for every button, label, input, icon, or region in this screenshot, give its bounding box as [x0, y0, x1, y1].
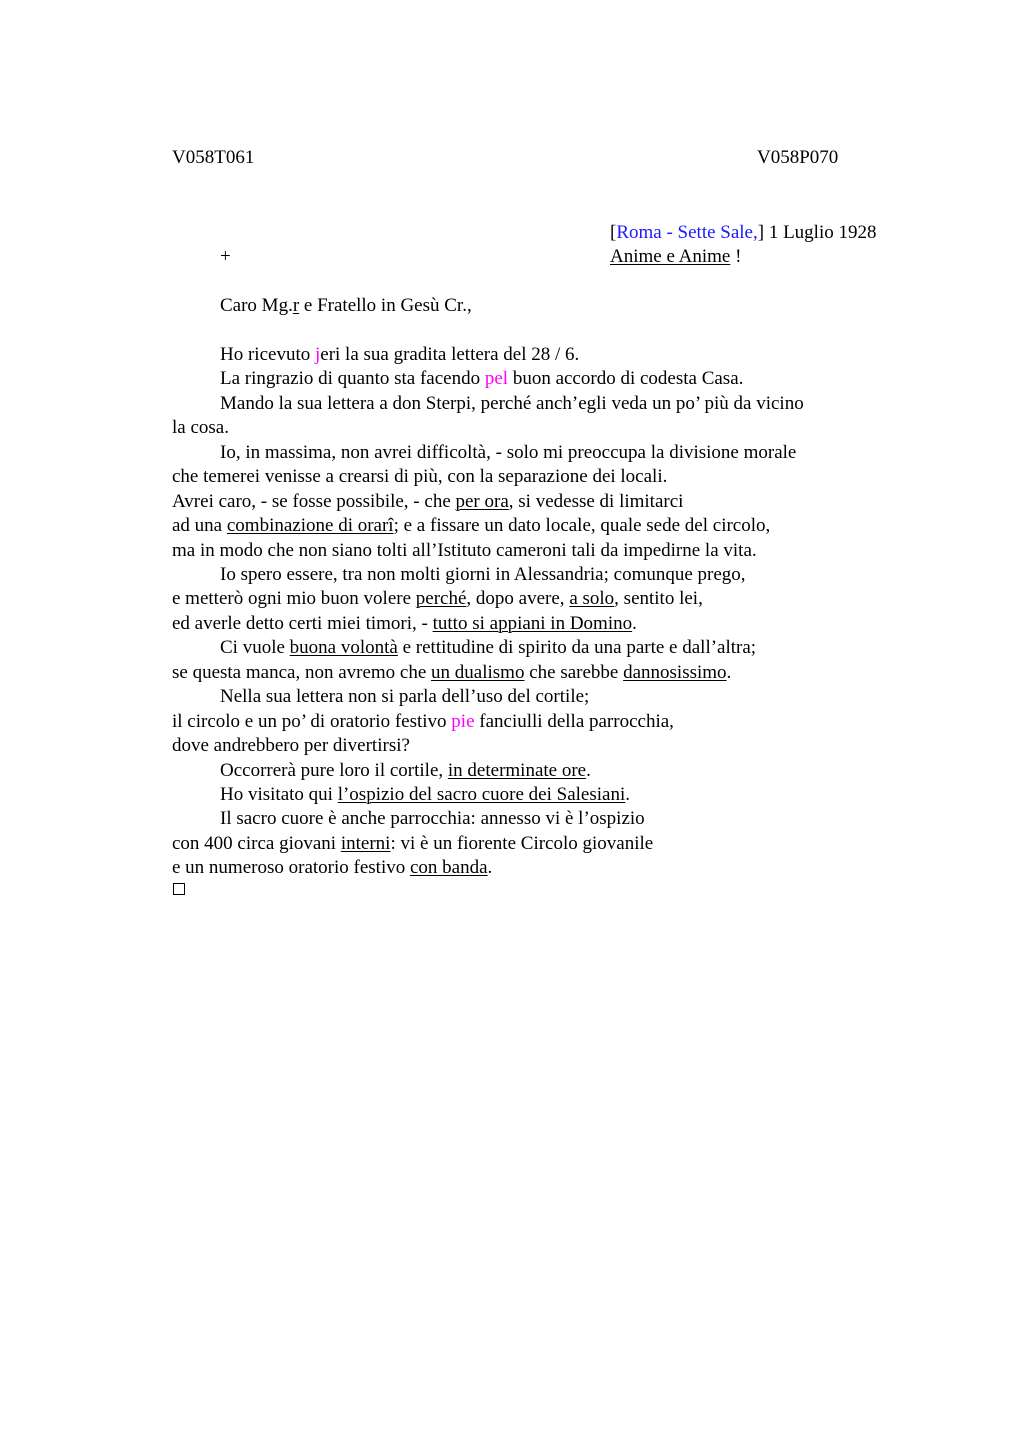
body-line-13: [220, 636, 756, 660]
text-span: con 400 circa giovani: [172, 833, 341, 854]
body-line-16: [172, 710, 674, 734]
document-code-left: V058T061: [172, 147, 255, 168]
underlined-span: interni: [340, 833, 391, 854]
text-span: Ho ricevuto: [220, 344, 315, 365]
body-line-7: [172, 490, 683, 514]
body-line-3: Mando la sua lettera a don Sterpi, perché anch’egli veda un po’ più da vicino: [220, 393, 804, 414]
body-line-22: [172, 856, 492, 880]
dateline: [610, 221, 877, 245]
text-span: Avrei caro, - se fosse possibile, - che: [172, 491, 456, 512]
highlight-span: pie: [451, 711, 475, 732]
body-line-12: [172, 612, 637, 636]
underlined-span: tutto si appiani in Domino: [432, 613, 633, 634]
text-span: il circolo e un po’ di oratorio festivo: [172, 711, 452, 732]
body-line-10: Io spero essere, tra non molti giorni in Alessandria; comunque prego,: [220, 564, 746, 585]
highlight-span: pel: [484, 368, 509, 389]
text-span: che sarebbe: [524, 662, 624, 683]
motto-suffix: !: [730, 246, 742, 267]
text-span: Ho visitato qui: [220, 784, 338, 805]
motto-text: Anime e Anime: [610, 246, 731, 267]
underlined-span: con banda: [409, 857, 488, 878]
salutation: [220, 294, 472, 318]
text-span: fanciulli della parrocchia,: [474, 711, 674, 732]
body-line-18: [220, 759, 591, 783]
text-span: eri la sua gradita lettera del 28 / 6.: [320, 344, 580, 365]
dateline-date: 1 Luglio 1928: [764, 222, 877, 243]
motto: [610, 245, 741, 269]
body-line-21: [172, 832, 653, 856]
body-line-11: [172, 587, 703, 611]
text-span: ; e a fissare un dato locale, quale sede del circolo,: [393, 515, 771, 536]
cross-symbol: +: [220, 246, 231, 267]
text-span: ad una: [172, 515, 227, 536]
body-line-20: Il sacro cuore è anche parrocchia: annesso vi è l’ospizio: [220, 808, 645, 829]
dateline-bracket-open: [: [610, 222, 617, 243]
body-line-8: [172, 514, 770, 538]
underlined-span: in determinate ore: [447, 760, 587, 781]
end-marker-box: [173, 883, 185, 895]
underlined-span: l’ospizio del sacro cuore dei Salesiani: [337, 784, 626, 805]
underlined-span: per ora: [455, 491, 509, 512]
text-span: .: [632, 613, 637, 634]
salutation-underlined: r: [292, 295, 300, 316]
text-span: , sentito lei,: [614, 588, 703, 609]
text-span: , si vedesse di limitarci: [508, 491, 684, 512]
text-span: .: [586, 760, 591, 781]
text-span: e metterò ogni mio buon volere: [172, 588, 416, 609]
body-line-17: dove andrebbero per divertirsi?: [172, 735, 410, 756]
salutation-after: e Fratello in Gesù Cr.,: [299, 295, 472, 316]
text-span: , dopo avere,: [466, 588, 570, 609]
text-span: .: [625, 784, 630, 805]
text-span: Ci vuole: [220, 637, 290, 658]
underlined-span: dannosissimo: [623, 662, 727, 683]
body-line-15: Nella sua lettera non si parla dell’uso del cortile;: [220, 686, 590, 707]
dateline-bracket-close: ]: [757, 222, 765, 243]
underlined-span: a solo: [569, 588, 615, 609]
body-line-14: [172, 661, 731, 685]
text-span: : vi è un fiorente Circolo giovanile: [390, 833, 654, 854]
document-code-right: V058P070: [757, 147, 839, 168]
text-span: Occorrerà pure loro il cortile,: [220, 760, 448, 781]
underlined-span: buona volontà: [289, 637, 398, 658]
body-line-1: [220, 343, 579, 367]
body-line-6: che temerei venisse a crearsi di più, con la separazione dei locali.: [172, 466, 668, 487]
text-span: se questa manca, non avremo che: [172, 662, 432, 683]
body-line-4: la cosa.: [172, 417, 229, 438]
text-span: e rettitudine di spirito da una parte e dall’altra;: [397, 637, 757, 658]
body-line-9: ma in modo che non siano tolti all’Istituto cameroni tali da impedirne la vita.: [172, 540, 757, 561]
body-line-5: Io, in massima, non avrei difficoltà, - solo mi preoccupa la divisione morale: [220, 442, 797, 463]
text-span: buon accordo di codesta Casa.: [508, 368, 744, 389]
text-span: .: [487, 857, 493, 878]
text-span: e un numeroso oratorio festivo: [172, 857, 410, 878]
text-span: .: [726, 662, 732, 683]
salutation-before: Caro Mg.: [220, 295, 293, 316]
highlight-span: j: [314, 344, 321, 365]
body-line-2: [220, 367, 743, 391]
text-span: La ringrazio di quanto sta facendo: [220, 368, 485, 389]
body-line-19: [220, 783, 630, 807]
underlined-span: perché: [415, 588, 467, 609]
dateline-place: Roma - Sette Sale,: [616, 222, 758, 243]
underlined-span: un dualismo: [431, 662, 525, 683]
text-span: ed averle detto certi miei timori, -: [172, 613, 433, 634]
underlined-span: combinazione di orarî: [226, 515, 394, 536]
